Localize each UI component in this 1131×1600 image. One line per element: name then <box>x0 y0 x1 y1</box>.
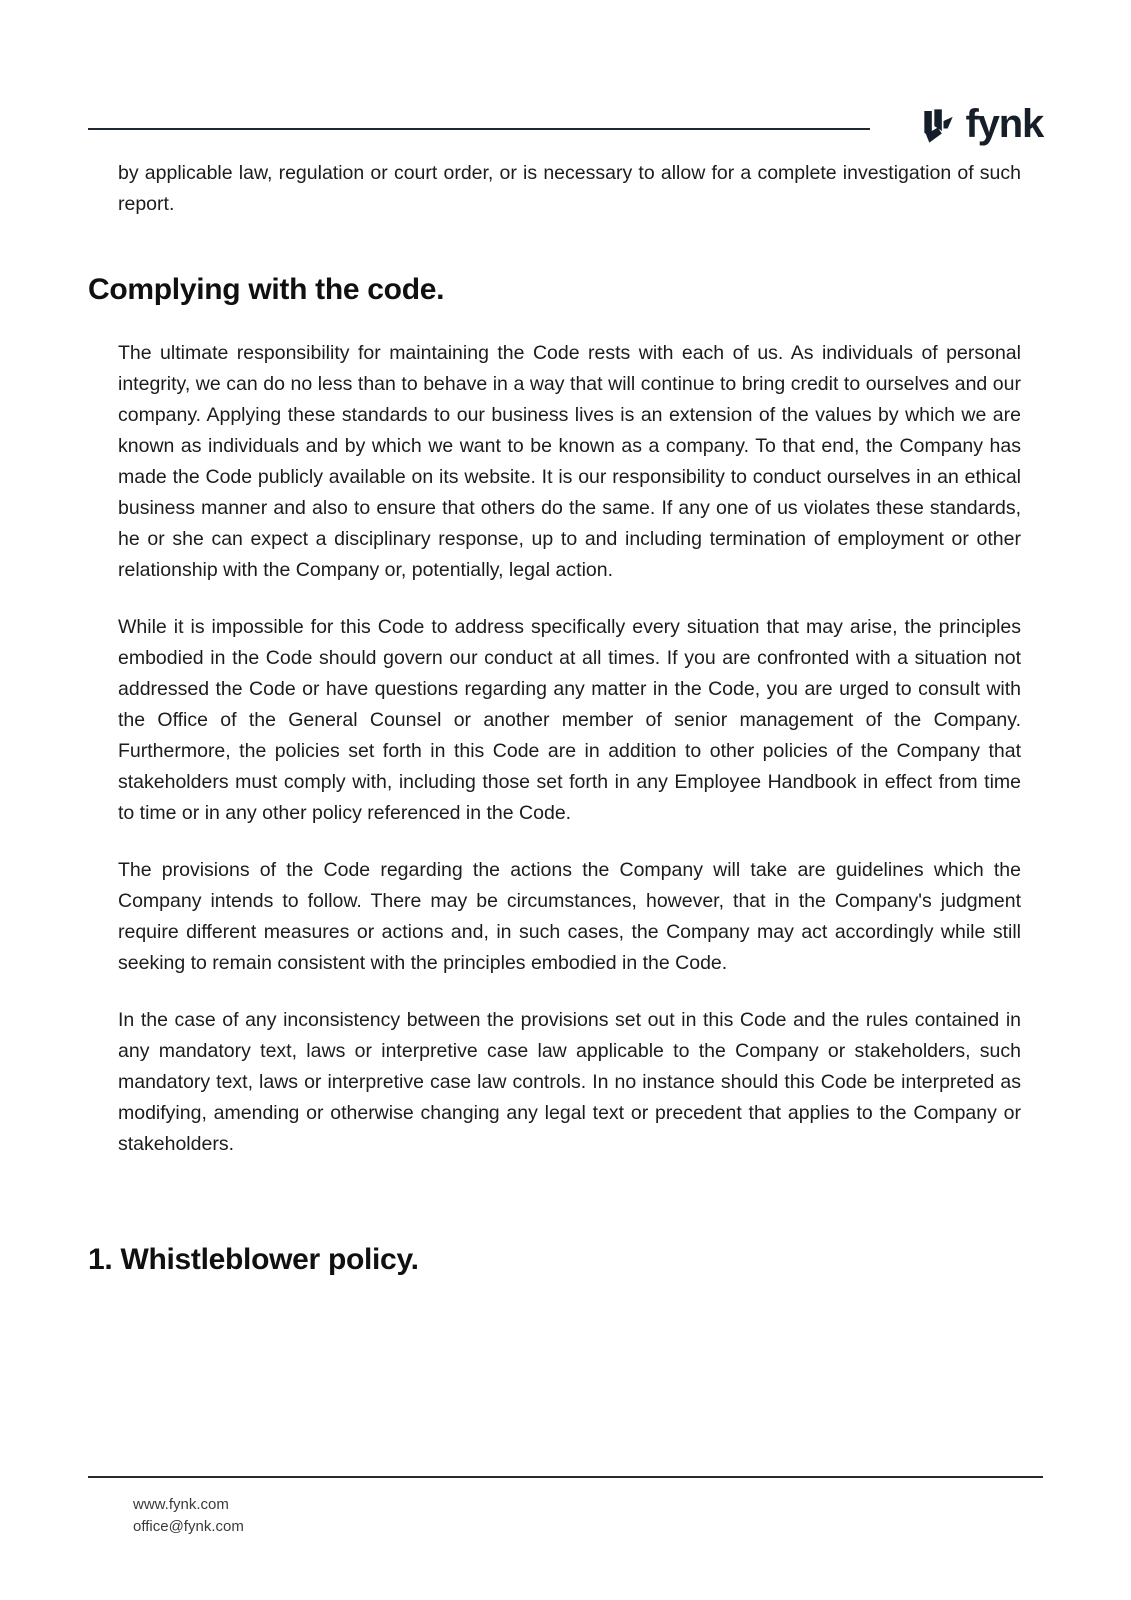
footer-contact <box>88 1494 1043 1538</box>
paragraph-2: While it is impossible for this Code to address specifically every situation that may arise, the principles embodied in the Code should govern our conduct at all times. If you are confronted with a situation not addressed the Code or have questions regarding any matter in the Code, you are urged to consult with the Office of the General Counsel or another member of senior management of the Company. Furthermore, the policies set forth in this Code are in addition to other policies of the Company that stakeholders must comply with, including those set forth in any Employee Handbook in effect from time to time or in any other policy referenced in the Code. <box>118 616 1021 824</box>
document-header <box>88 104 1043 164</box>
document-footer <box>88 1476 1043 1538</box>
footer-email[interactable]: office@fynk.com <box>133 1518 244 1535</box>
continued-paragraph: by applicable law, regulation or court order, or is necessary to allow for a complete investigation of such report. <box>118 162 1021 215</box>
numbered-section-title: 1. Whistleblower policy. <box>88 1243 419 1276</box>
footer-website[interactable]: www.fynk.com <box>133 1496 229 1513</box>
paragraph-3: The provisions of the Code regarding the actions the Company will take are guidelines which the Company intends to follow. There may be circumstances, however, that in the Company's judgment require different measures or actions and, in such cases, the Company may act accordingly while still seeking to remain consistent with the principles embodied in the Code. <box>118 859 1021 974</box>
brand-name: fynk <box>965 102 1043 146</box>
section-spacer <box>88 1186 1043 1242</box>
header-divider <box>88 128 870 130</box>
document-body <box>88 158 1043 1278</box>
page-title: Complying with the code. <box>88 273 445 306</box>
brand-logo <box>916 104 1043 148</box>
footer-divider <box>88 1476 1043 1478</box>
paragraph-4: In the case of any inconsistency between the provisions set out in this Code and the rules contained in any mandatory text, laws or interpretive case law applicable to the Company or stakeholders, such mandatory text, laws or interpretive case law controls. In no instance should this Code be interpreted as modifying, amending or otherwise changing any legal text or precedent that applies to the Company or stakeholders. <box>118 1009 1021 1155</box>
origami-bird-icon <box>916 106 956 146</box>
paragraph-1: The ultimate responsibility for maintaining the Code rests with each of us. As individuals of personal integrity, we can do no less than to behave in a way that will continue to bring credit to ourselves and our company. Applying these standards to our business lives is an extension of the values by which we are known as individuals and by which we want to be known as a company. To that end, the Company has made the Code publicly available on its website. It is our responsibility to conduct ourselves in an ethical business manner and also to ensure that others do the same. If any one of us violates these standards, he or she can expect a disciplinary response, up to and including termination of employment or other relationship with the Company or, potentially, legal action. <box>118 342 1021 581</box>
